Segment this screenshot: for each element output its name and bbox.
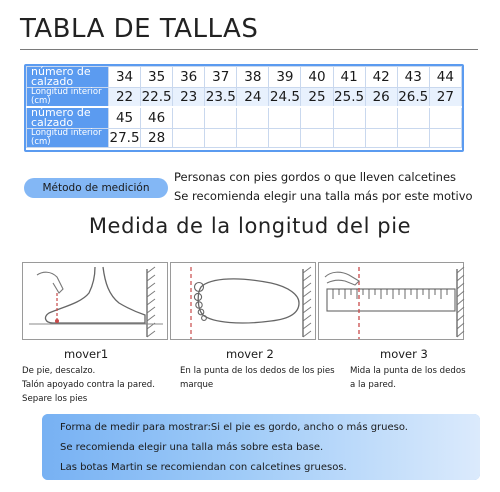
note-line: Las botas Martin se recomiendan con calcetines gruesos.	[60, 462, 347, 473]
page-title: TABLA DE TALLAS	[20, 14, 259, 44]
row-label-shoe-size: número de calzado	[27, 67, 109, 88]
method-note	[174, 168, 473, 206]
length-cell: 25	[301, 88, 333, 108]
length-cell: 22	[109, 88, 141, 108]
length-cell: 22.5	[141, 89, 172, 105]
row-label-shoe-size: número de calzado	[27, 107, 109, 129]
step-2-label: mover 2	[226, 347, 274, 361]
length-cell: 28	[141, 129, 173, 148]
step-1-label: mover1	[64, 347, 109, 361]
size-table	[26, 66, 462, 148]
table-row	[27, 107, 462, 129]
step-2-panel	[170, 262, 316, 340]
note-line: Forma de medir para mostrar:Si el pie es gordo, ancho o más grueso.	[60, 422, 408, 433]
empty-cell	[365, 107, 397, 129]
table-row	[27, 88, 462, 108]
empty-cell	[397, 107, 429, 129]
notes-text	[60, 418, 408, 478]
step-3-line: Mida la punta de los dedos	[350, 366, 466, 376]
size-cell: 44	[429, 67, 461, 88]
length-cell: 24.5	[269, 89, 300, 105]
section-title: Medida de la longitud del pie	[88, 214, 412, 238]
empty-cell	[173, 129, 205, 148]
size-cell: 40	[301, 67, 333, 88]
step-1-line: Talón apoyado contra la pared.	[22, 380, 155, 390]
empty-cell	[269, 129, 301, 148]
title-divider	[20, 49, 478, 50]
method-note-line: Se recomienda elegir una talla más por este motivo	[174, 189, 473, 203]
step-1-line: Separe los pies	[22, 394, 88, 404]
size-cell: 45	[109, 107, 141, 129]
step-2-line: marque	[180, 380, 214, 390]
step-2-text	[180, 364, 335, 392]
length-cell: 27	[429, 88, 461, 108]
length-cell: 27.5	[109, 130, 140, 146]
step-3-line: a la pared.	[350, 380, 396, 390]
row-label-inner-length: Longitud interior (cm)	[27, 129, 109, 148]
foot-top-view-icon	[171, 263, 317, 341]
length-cell: 26.5	[398, 89, 429, 105]
empty-cell	[397, 129, 429, 148]
length-cell: 24	[237, 88, 269, 108]
empty-cell	[205, 129, 237, 148]
size-cell: 37	[205, 67, 237, 88]
empty-cell	[429, 129, 461, 148]
size-cell: 42	[365, 67, 397, 88]
row-label-inner-length: Longitud interior (cm)	[27, 88, 109, 108]
note-line: Se recomienda elegir una talla más sobre esta base.	[60, 442, 324, 453]
size-cell: 46	[141, 107, 173, 129]
size-cell: 38	[237, 67, 269, 88]
length-cell: 25.5	[334, 89, 365, 105]
method-badge: Método de medición	[24, 178, 168, 198]
empty-cell	[301, 107, 333, 129]
foot-side-view-icon	[23, 263, 169, 341]
empty-cell	[301, 129, 333, 148]
empty-cell	[173, 107, 205, 129]
length-cell: 23.5	[205, 89, 236, 105]
step-3-label: mover 3	[380, 347, 428, 361]
table-row	[27, 129, 462, 148]
empty-cell	[269, 107, 301, 129]
method-note-line: Personas con pies gordos o que lleven calcetines	[174, 170, 457, 184]
size-cell: 39	[269, 67, 301, 88]
ruler-measure-icon	[319, 263, 465, 341]
step-2-line: En la punta de los dedos de los pies	[180, 366, 335, 376]
empty-cell	[237, 129, 269, 148]
length-cell: 26	[365, 88, 397, 108]
empty-cell	[333, 129, 365, 148]
size-cell: 43	[397, 67, 429, 88]
step-3-text	[350, 364, 466, 392]
step-1-text	[22, 364, 155, 406]
empty-cell	[365, 129, 397, 148]
empty-cell	[237, 107, 269, 129]
size-cell: 35	[141, 67, 173, 88]
step-1-panel	[22, 262, 168, 340]
size-cell: 36	[173, 67, 205, 88]
length-cell: 23	[173, 88, 205, 108]
step-1-line: De pie, descalzo.	[22, 366, 96, 376]
table-row	[27, 67, 462, 88]
empty-cell	[205, 107, 237, 129]
size-cell: 41	[333, 67, 365, 88]
empty-cell	[333, 107, 365, 129]
size-cell: 34	[109, 67, 141, 88]
step-3-panel	[318, 262, 464, 340]
empty-cell	[429, 107, 461, 129]
